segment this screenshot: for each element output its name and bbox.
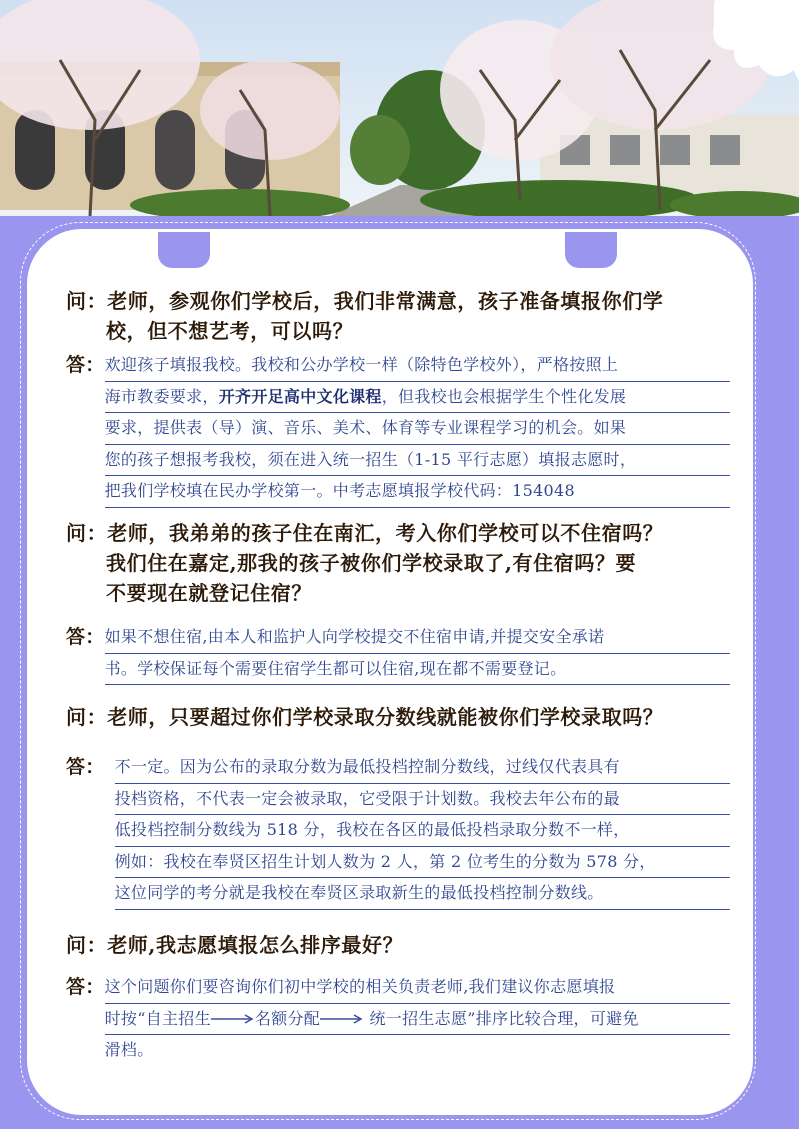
question-line: 我们住在嘉定,那我的孩子被你们学校录取了,有住宿吗？要 [106, 551, 637, 575]
answer-line: 把我们学校填在民办学校第一。中考志愿填报学校代码：154048 [105, 476, 730, 508]
question-4 [66, 930, 730, 960]
question-1 [66, 286, 730, 316]
answer-line: 如果不想住宿,由本人和监护人向学校提交不住宿申请,并提交安全承诺 [105, 622, 730, 654]
right-arrow-icon [211, 1014, 255, 1024]
answer-2 [66, 622, 730, 685]
question-line: 老师，只要超过你们学校录取分数线就能被你们学校录取吗？ [107, 705, 664, 729]
question-line: 老师，我弟弟的孩子住在南汇，考入你们学校可以不住宿吗？ [107, 521, 664, 545]
qa-item-1 [66, 286, 730, 508]
answer-4 [66, 972, 730, 1066]
question-line: 老师，参观你们学校后，我们非常满意，孩子准备填报你们学 [107, 289, 664, 313]
answer-line: 这位同学的考分就是我校在奉贤区录取新生的最低投档控制分数线。 [115, 878, 730, 910]
campus-photo-banner [0, 0, 799, 216]
answer-1 [66, 350, 730, 508]
answer-line: 欢迎孩子填报我校。我校和公办学校一样（除特色学校外），严格按照上 [105, 350, 730, 382]
answer-line: 书。学校保证每个需要住宿学生都可以住宿,现在都不需要登记。 [105, 654, 730, 686]
answer-line: 这个问题你们要咨询你们初中学校的相关负责老师,我们建议你志愿填报 [105, 972, 730, 1004]
answer-line: 您的孩子想报考我校，须在进入统一招生（1-15 平行志愿）填报志愿时， [105, 445, 730, 477]
question-line: 校，但不想艺考，可以吗？ [106, 319, 354, 343]
answer-line: 滑档。 [104, 1040, 154, 1059]
qa-item-2 [66, 518, 730, 685]
right-arrow-icon [320, 1014, 364, 1024]
answer-line: 要求，提供表（导）演、音乐、美术、体育等专业课程学习的机会。如果 [105, 413, 730, 445]
cloud-decoration [704, 0, 799, 90]
answer-line: 不一定。因为公布的录取分数为最低投档控制分数线，过线仅代表具有 [115, 752, 730, 784]
question-label: 问： [66, 521, 108, 545]
answer-line: 低投档控制分数线为 518 分，我校在各区的最低投档录取分数不一样， [115, 815, 730, 847]
question-line: 不要现在就登记住宿？ [106, 581, 312, 605]
question-3 [66, 702, 730, 732]
answer-emphasis: 开齐开足高中文化课程 [218, 386, 382, 406]
answer-label: 答： [66, 626, 105, 648]
question-line: 老师,我志愿填报怎么排序最好？ [107, 933, 404, 957]
answer-label: 答： [66, 354, 105, 376]
answer-label: 答： [66, 756, 105, 778]
answer-line [105, 1004, 730, 1036]
card-tab-right [565, 232, 617, 268]
question-label: 问： [66, 933, 108, 957]
answer-label: 答： [66, 976, 105, 998]
answer-fragment: 时按“自主招生 [104, 1008, 211, 1028]
question-2 [66, 518, 730, 548]
card-tab-left [158, 232, 210, 268]
answer-3 [66, 752, 730, 910]
answer-line: 投档资格，不代表一定会被录取，它受限于计划数。我校去年公布的最 [115, 784, 730, 816]
answer-fragment: 名额分配 [254, 1008, 321, 1028]
question-label: 问： [66, 705, 108, 729]
campus-photo [0, 0, 799, 216]
question-label: 问： [66, 289, 108, 313]
qa-item-4 [66, 930, 730, 1066]
answer-line: 海市教委要求，开齐开足高中文化课程，但我校也会根据学生个性化发展 [105, 382, 730, 414]
answer-line: 例如：我校在奉贤区招生计划人数为 2 人，第 2 位考生的分数为 578 分， [115, 847, 730, 879]
qa-item-3 [66, 702, 730, 910]
answer-fragment: 统一招生志愿”排序比较合理，可避免 [364, 1008, 639, 1028]
